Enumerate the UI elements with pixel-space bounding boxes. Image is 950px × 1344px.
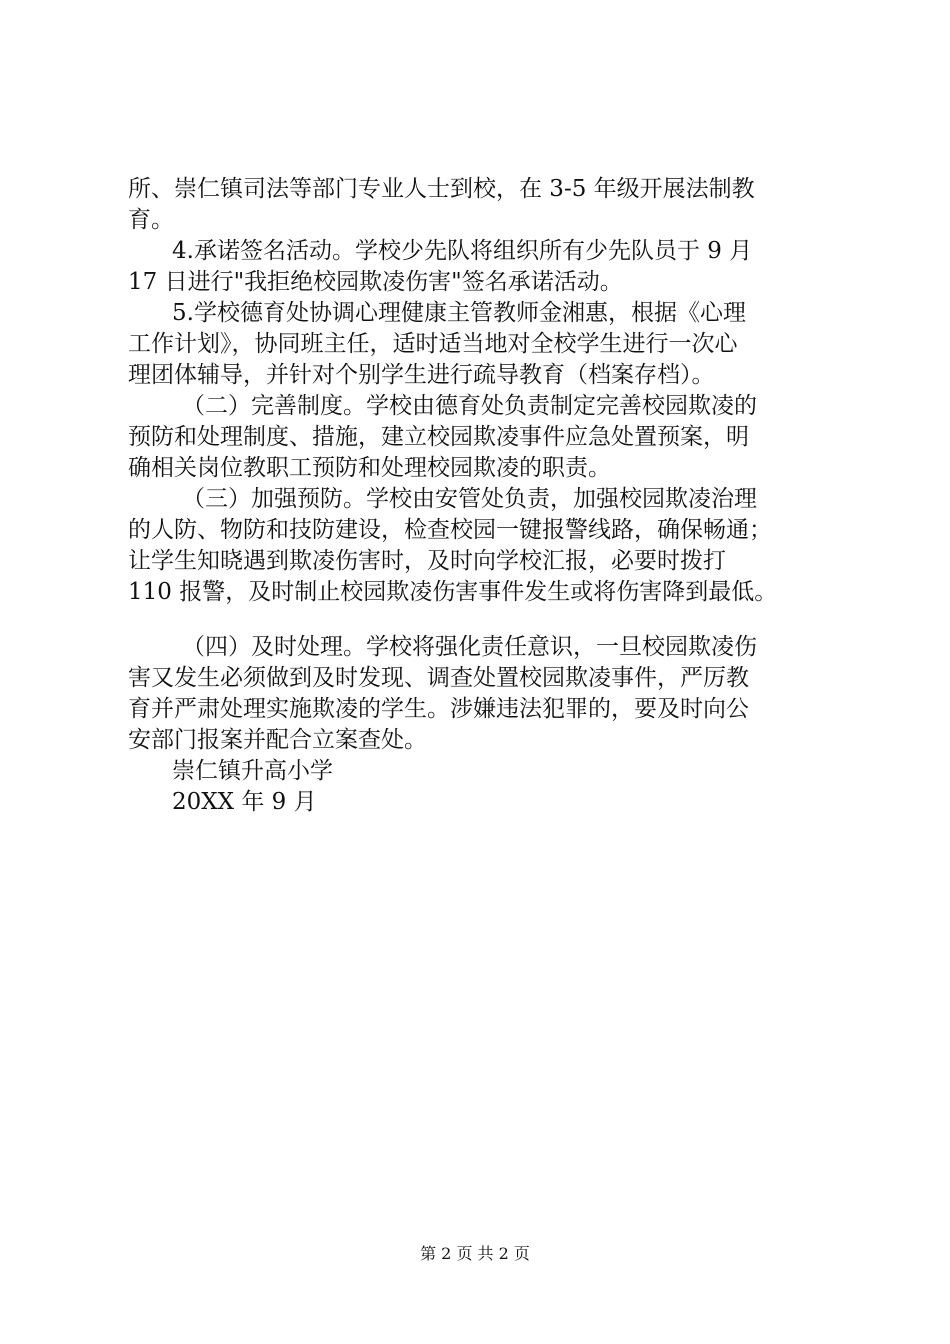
paragraph-legal-education: [128, 174, 850, 236]
text-line: 育并严肃处理实施欺凌的学生。涉嫌违法犯罪的，要及时向公: [128, 696, 749, 722]
document-body: [128, 174, 850, 818]
text-line: （三）加强预防。学校由安管处负责，加强校园欺凌治理: [182, 486, 757, 512]
text-line: 17 日进行"我拒绝校园欺凌伤害"签名承诺活动。: [128, 269, 623, 295]
paragraph-timely-handling: [128, 632, 850, 756]
text-line: 的人防、物防和技防建设，检查校园一键报警线路，确保畅通；: [128, 517, 772, 543]
paragraph-psychological-counseling: [128, 298, 850, 391]
text-line: 安部门报案并配合立案查处。: [128, 727, 427, 753]
text-line: 确相关岗位教职工预防和处理校园欺凌的职责。: [128, 455, 611, 481]
text-line: 4.承诺签名活动。学校少先队将组织所有少先队员于 9 月: [172, 238, 753, 264]
text-line: 5.学校德育处协调心理健康主管教师金湘惠，根据《心理: [172, 300, 746, 326]
text-line: （四）及时处理。学校将强化责任意识，一旦校园欺凌伤: [182, 634, 757, 660]
paragraph-strengthen-prevention: [128, 484, 850, 608]
text-line: 理团体辅导，并针对个别学生进行疏导教育（档案存档）。: [128, 362, 715, 388]
signature-school: 崇仁镇升高小学: [172, 758, 333, 784]
text-line: 害又发生必须做到及时发现、调查处置校园欺凌事件，严厉教: [128, 665, 749, 691]
text-line: （二）完善制度。学校由德育处负责制定完善校园欺凌的: [182, 393, 757, 419]
signature-date: 20XX 年 9 月: [172, 789, 317, 815]
text-line: 育。: [128, 207, 174, 233]
text-line: 工作计划》，协同班主任，适时适当地对全校学生进行一次心: [128, 331, 738, 357]
text-line: 让学生知晓遇到欺凌伤害时，及时向学校汇报，必要时拨打: [128, 548, 726, 574]
text-line: 110 报警，及时制止校园欺凌伤害事件发生或将伤害降到最低。: [128, 579, 778, 605]
paragraph-pledge-signing: [128, 236, 850, 298]
page-footer-number: 第 2 页 共 2 页: [420, 1244, 530, 1263]
paragraph-improve-system: [128, 391, 850, 484]
paragraph-gap: [128, 608, 850, 632]
text-line: 预防和处理制度、措施，建立校园欺凌事件应急处置预案，明: [128, 424, 749, 450]
text-line: 所、崇仁镇司法等部门专业人士到校，在 3-5 年级开展法制教: [128, 176, 755, 202]
